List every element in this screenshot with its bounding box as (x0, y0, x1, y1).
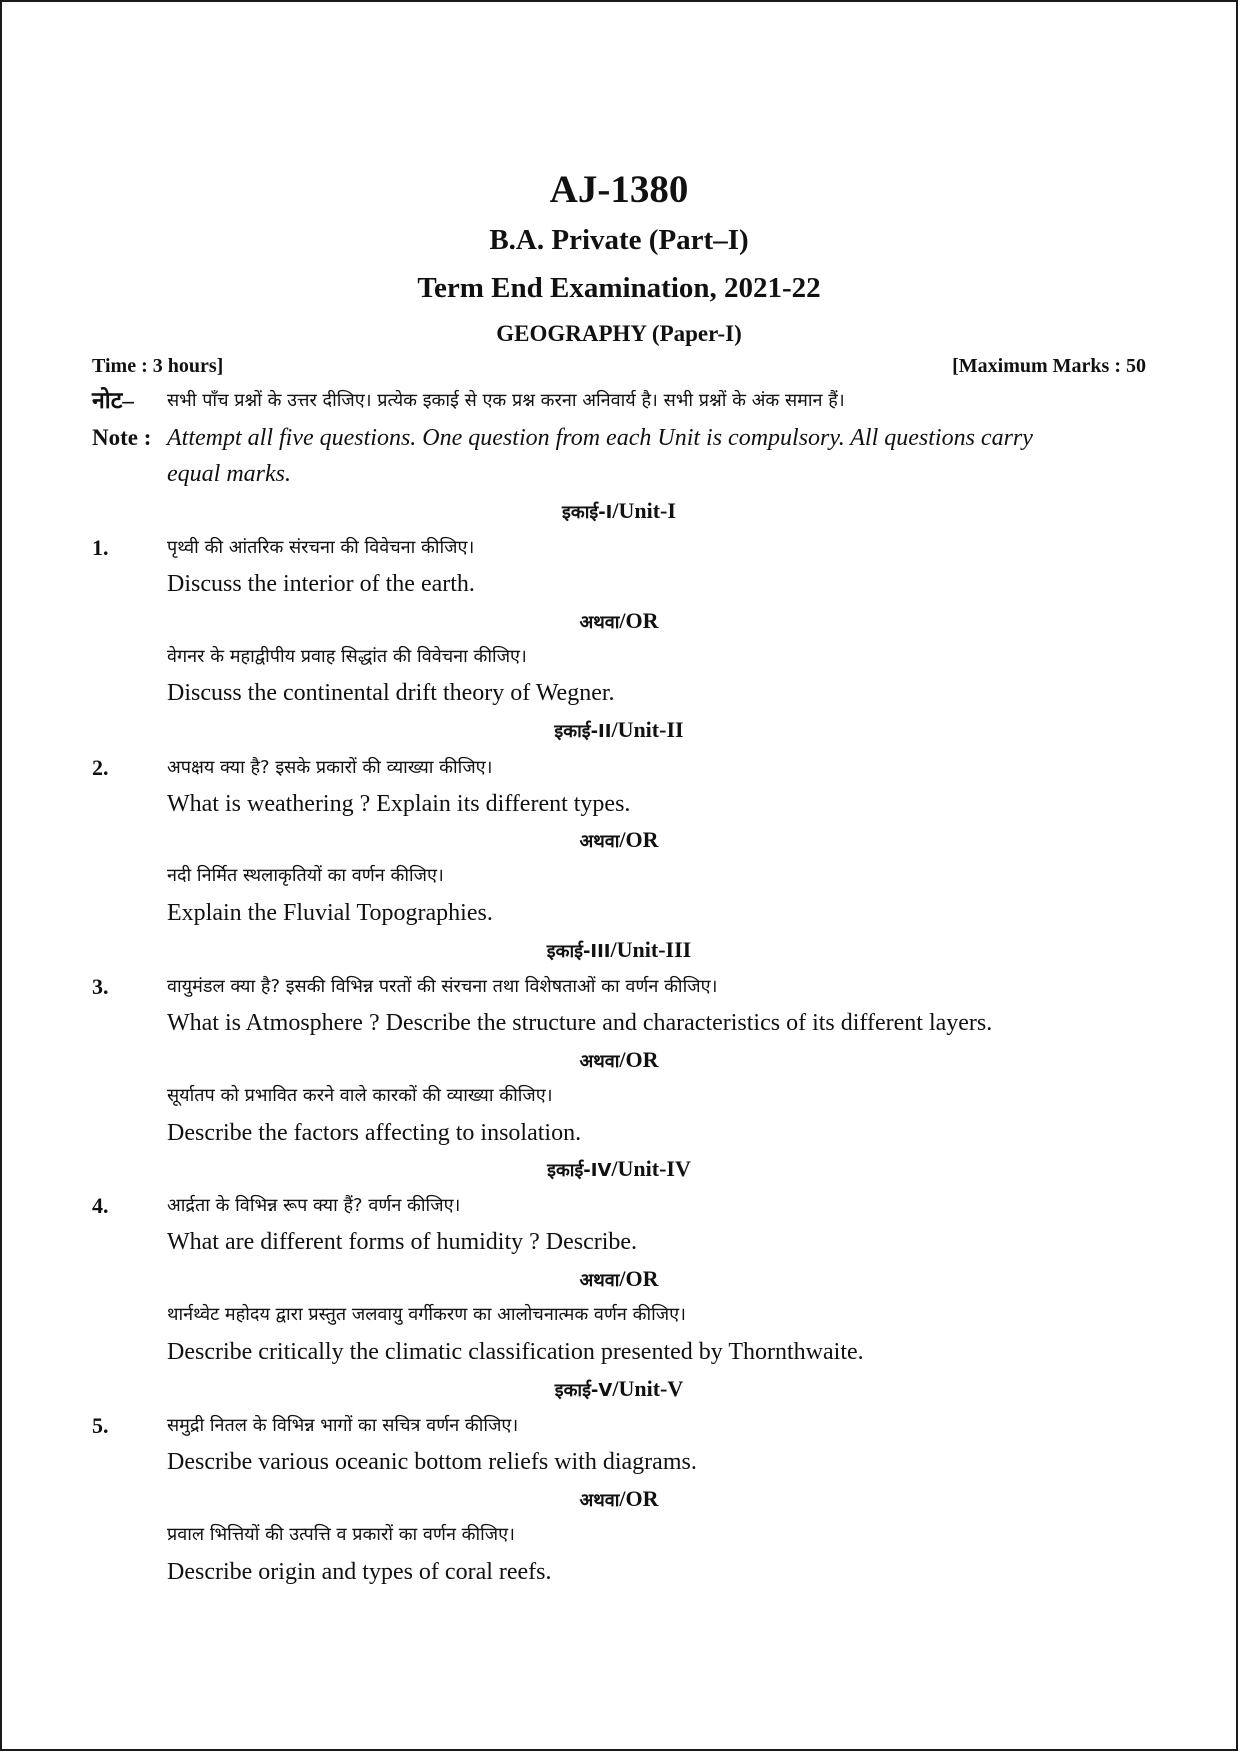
unit-heading-hindi: इकाई-III (546, 941, 611, 962)
alternative-question-english: Explain the Fluvial Topographies. (167, 900, 493, 926)
note-english-text (167, 420, 1146, 492)
or-english: OR (625, 827, 659, 852)
unit-heading-english: Unit-V (618, 1376, 684, 1401)
question-number: 1. (92, 535, 109, 560)
alternative-question-english: Describe the factors affecting to insolation. (167, 1120, 582, 1146)
question-hindi: अपक्षय क्या है? इसके प्रकारों की व्याख्या कीजिए। (167, 757, 493, 778)
subject-title: GEOGRAPHY (Paper-I) (496, 321, 742, 346)
unit-heading-hindi: इकाई-V (554, 1380, 613, 1401)
unit-heading-separator: / (612, 1376, 619, 1401)
unit-heading-english: Unit-II (617, 717, 684, 742)
unit-heading (2, 712, 1236, 748)
alternative-question-hindi: थार्नथ्वेट महोदय द्वारा प्रस्तुत जलवायु वर्गीकरण का आलोचनात्मक वर्णन कीजिए। (167, 1304, 686, 1325)
unit-heading-english: Unit-I (618, 498, 676, 523)
or-divider (2, 1481, 1236, 1517)
or-hindi: अथवा (579, 831, 620, 852)
unit-heading-separator: / (611, 717, 618, 742)
or-divider (2, 1042, 1236, 1078)
question-number: 4. (92, 1193, 109, 1218)
question-english: What is weathering ? Explain its different types. (167, 791, 631, 817)
note-hindi-label: नोट– (92, 388, 134, 413)
or-english: OR (625, 1266, 659, 1291)
exam-title: Term End Examination, 2021-22 (417, 272, 821, 304)
question-number: 3. (92, 974, 109, 999)
alternative-question-hindi: प्रवाल भित्तियों की उत्पत्ति व प्रकारों का वर्णन कीजिए। (167, 1524, 515, 1545)
note-english (92, 420, 1146, 492)
unit-heading (2, 493, 1236, 529)
note-hindi (92, 383, 1146, 419)
alternative-question-hindi: सूर्यातप को प्रभावित करने वाले कारकों की व्याख्या कीजिए। (167, 1085, 553, 1106)
unit-heading-hindi: इकाई-I (562, 502, 613, 523)
question-hindi: वायुमंडल क्या है? इसकी विभिन्न परतों की संरचना तथा विशेषताओं का वर्णन कीजिए। (167, 976, 718, 997)
or-hindi: अथवा (579, 612, 620, 633)
unit-heading-english: Unit-III (616, 937, 692, 962)
unit-heading-separator: / (611, 1156, 618, 1181)
unit-heading-separator: / (612, 498, 619, 523)
or-hindi: अथवा (579, 1051, 620, 1072)
unit-heading-separator: / (610, 937, 617, 962)
or-separator: / (619, 1047, 626, 1072)
question-hindi: आर्द्रता के विभिन्न रूप क्या हैं? वर्णन कीजिए। (167, 1195, 461, 1216)
or-separator: / (619, 1486, 626, 1511)
or-hindi: अथवा (579, 1270, 620, 1291)
note-english-line: equal marks. (167, 461, 291, 487)
unit-heading-hindi: इकाई-II (554, 721, 612, 742)
paper-header (2, 162, 1236, 355)
or-english: OR (625, 608, 659, 633)
question-number: 2. (92, 755, 109, 780)
note-hindi-text: सभी पाँच प्रश्नों के उत्तर दीजिए। प्रत्येक इकाई से एक प्रश्न करना अनिवार्य है। सभी प्रश्नों के अंक समान हैं। (167, 390, 845, 411)
note-english-label: Note : (92, 425, 152, 450)
question-english: What are different forms of humidity ? Describe. (167, 1229, 638, 1255)
question-english: Describe various oceanic bottom reliefs with diagrams. (167, 1449, 697, 1475)
alternative-question-english: Describe critically the climatic classification presented by Thornthwaite. (167, 1339, 864, 1365)
or-divider (2, 603, 1236, 639)
note-english-line: Attempt all five questions. One question from each Unit is compulsory. All questions carry (167, 425, 1033, 451)
unit-heading-hindi: इकाई-IV (547, 1160, 612, 1181)
alternative-question-english: Describe origin and types of coral reefs. (167, 1559, 552, 1585)
or-separator: / (619, 827, 626, 852)
alternative-question-hindi: नदी निर्मित स्थलाकृतियों का वर्णन कीजिए। (167, 865, 444, 886)
course-title: B.A. Private (Part–I) (489, 224, 749, 256)
or-english: OR (625, 1047, 659, 1072)
time-allowed: Time : 3 hours] (92, 355, 224, 377)
question-english: Discuss the interior of the earth. (167, 571, 475, 597)
question-english: What is Atmosphere ? Describe the structure and characteristics of its different layers. (167, 1010, 993, 1036)
unit-heading-english: Unit-IV (617, 1156, 691, 1181)
question-hindi: समुद्री नितल के विभिन्न भागों का सचित्र वर्णन कीजिए। (167, 1415, 519, 1436)
question-number: 5. (92, 1413, 109, 1438)
or-divider (2, 1261, 1236, 1297)
question-hindi: पृथ्वी की आंतरिक संरचना की विवेचना कीजिए। (167, 537, 475, 558)
unit-heading (2, 1151, 1236, 1187)
maximum-marks: [Maximum Marks : 50 (952, 355, 1146, 377)
alternative-question-hindi: वेगनर के महाद्वीपीय प्रवाह सिद्धांत की विवेचना कीजिए। (167, 646, 527, 667)
or-separator: / (619, 1266, 626, 1291)
unit-heading (2, 932, 1236, 968)
or-hindi: अथवा (579, 1490, 620, 1511)
paper-code: AJ-1380 (549, 168, 689, 211)
exam-meta (92, 351, 1146, 381)
or-english: OR (625, 1486, 659, 1511)
alternative-question-english: Discuss the continental drift theory of Wegner. (167, 680, 615, 706)
unit-heading (2, 1371, 1236, 1407)
or-separator: / (619, 608, 626, 633)
or-divider (2, 822, 1236, 858)
